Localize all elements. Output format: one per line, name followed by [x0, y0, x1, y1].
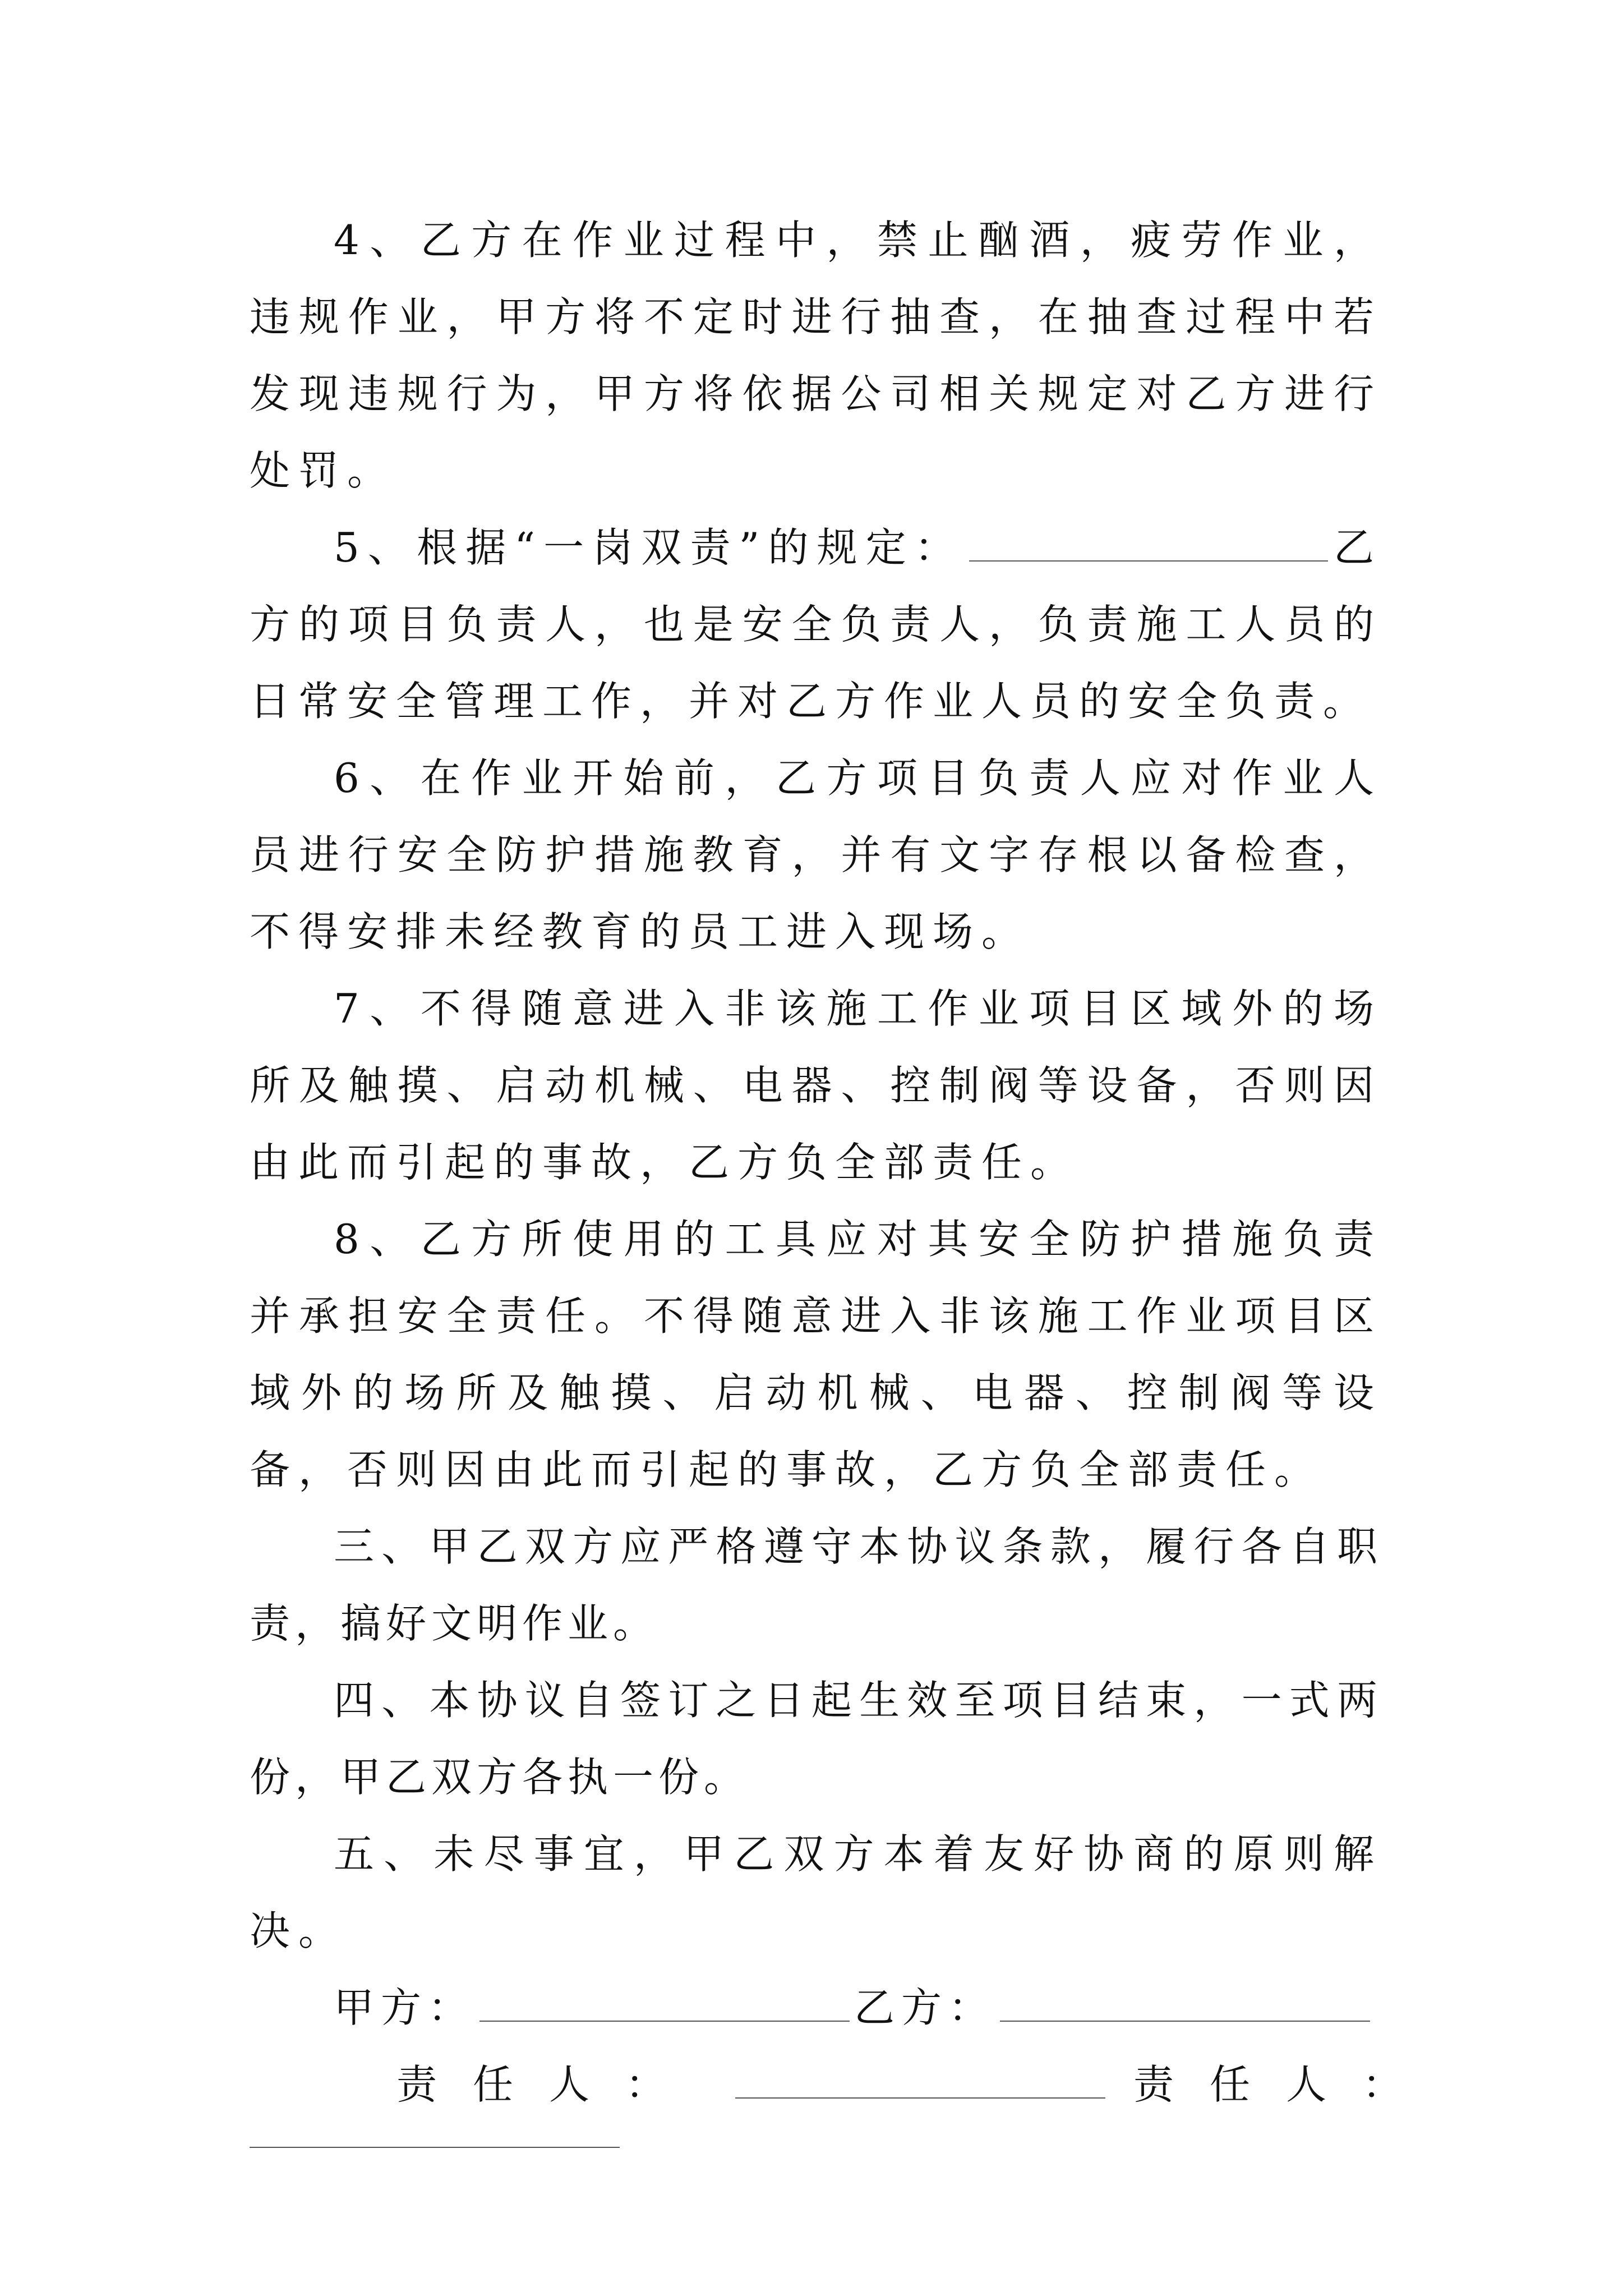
clause-6: 6、在作业开始前，乙方项目负责人应对作业人员进行安全防护措施教育，并有文字存根以备检查，不得安排未经教育的员工进入现场。	[250, 754, 1382, 955]
clause-4: 4、乙方在作业过程中，禁止酗酒，疲劳作业，违规作业，甲方将不定时进行抽查，在抽查过程中若发现违规行为，甲方将依据公司相关规定对乙方进行处罚。	[250, 217, 1382, 494]
section-5: 五、未尽事宜，甲乙双方本着友好协商的原则解决。	[250, 1830, 1382, 1954]
party-b-blank[interactable]	[1000, 1981, 1370, 2022]
responsible-b-blank[interactable]	[250, 2136, 620, 2148]
clause-8: 8、乙方所使用的工具应对其安全防护措施负责并承担安全责任。不得随意进入非该施工作业项目区域外的场所及触摸、启动机械、电器、控制阀等设备，否则因由此而引起的事故，乙方负全部责任。	[250, 1216, 1382, 1493]
responsible-b-label: 责任人：	[1133, 2061, 1439, 2108]
clause-5-rest: 乙方的项目负责人，也是安全负责人，负责施工人员的日常安全管理工作，并对乙方作业人员的安全负责。	[250, 524, 1382, 725]
party-a-blank[interactable]	[479, 1981, 850, 2022]
party-signature-line	[250, 1970, 1382, 2046]
section-3: 三、甲乙双方应严格遵守本协议条款，履行各自职责，搞好文明作业。	[250, 1523, 1382, 1647]
party-a-label: 甲方：	[334, 1984, 476, 2031]
document-body	[250, 202, 1439, 2148]
clause-7: 7、不得随意进入非该施工作业项目区域外的场所及触摸、启动机械、电器、控制阀等设备，否则因由此而引起的事故，乙方负全部责任。	[250, 985, 1382, 1186]
responsible-person-blank[interactable]	[969, 521, 1328, 562]
responsible-a-blank[interactable]	[735, 2058, 1105, 2099]
clause-5-lead: 5、根据“一岗双责”的规定：	[334, 524, 963, 571]
clause-5	[250, 509, 1382, 740]
section-4: 四、本协议自签订之日起生效至项目结束，一式两份，甲乙双方各执一份。	[250, 1677, 1382, 1801]
responsible-a-label: 责任人：	[396, 2061, 702, 2108]
party-b-label: 乙方：	[854, 1984, 996, 2031]
responsible-signature-line	[250, 2046, 1439, 2123]
